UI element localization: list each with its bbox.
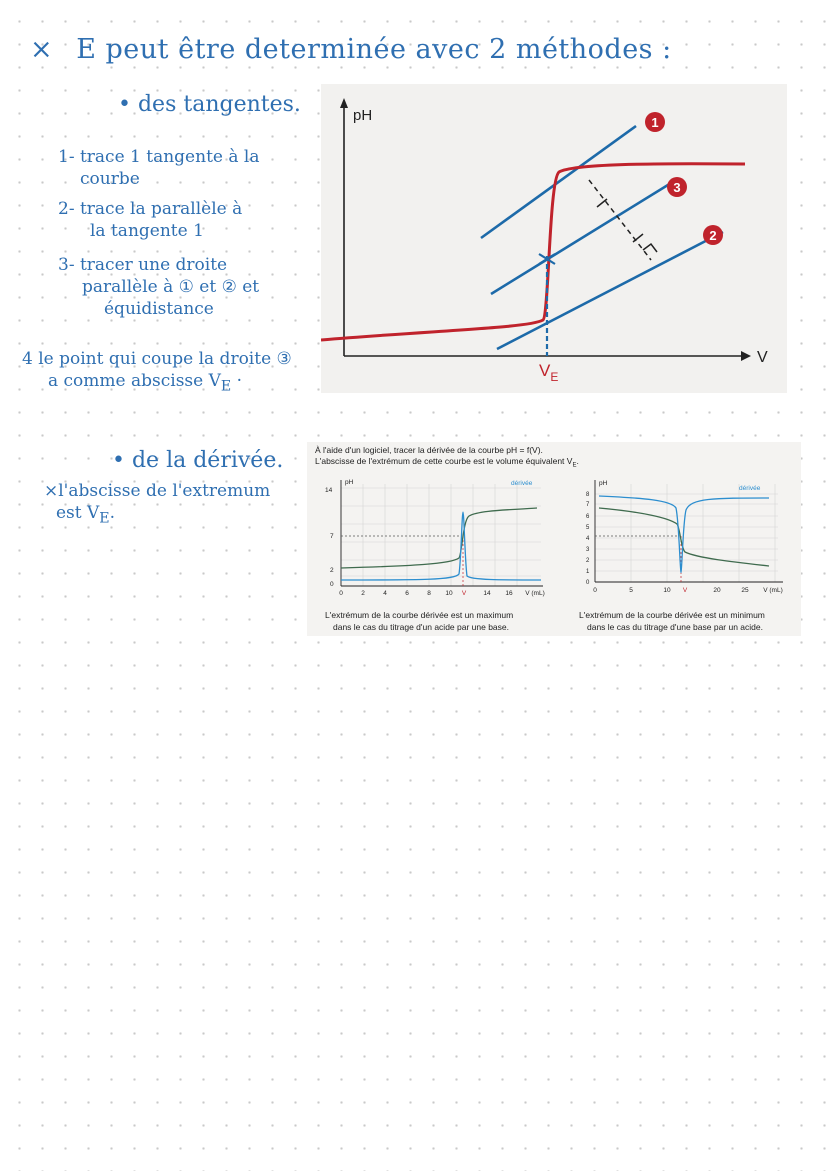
- derivee-note-line-2: [44, 502, 270, 529]
- tick-mark-1: [597, 199, 607, 207]
- left-x-tick-0: 0: [339, 590, 343, 597]
- derivee-note: [44, 480, 270, 529]
- right-x-tick-0: 0: [593, 587, 597, 594]
- derivative-graph-left: [321, 472, 556, 602]
- right-y-tick-4: 4: [586, 536, 590, 542]
- step-4-dot: ·: [231, 371, 243, 391]
- left-y-tick-2: 2: [330, 567, 334, 574]
- distance-dashes: [589, 180, 651, 260]
- right-x-tick-ve: V: [682, 587, 688, 594]
- left-x-axis-label: V (mL): [525, 590, 545, 597]
- step-4-line-2: [22, 370, 292, 397]
- left-x-tick-2: 2: [361, 590, 365, 597]
- step-4-line-1: 4 le point qui coupe la droite ③: [22, 349, 292, 369]
- left-x-tick-16: 16: [505, 590, 513, 597]
- right-x-tick-10: 10: [663, 587, 671, 594]
- tangent-method-figure: [321, 84, 787, 393]
- derivee-note-text: est V: [56, 503, 100, 523]
- line-marker-2-label: 2: [709, 228, 717, 243]
- derivative-graph-right: [573, 472, 798, 602]
- left-x-ticks: [339, 590, 545, 597]
- derivative-method-figure: [307, 442, 801, 636]
- left-caption-line-1: L'extrémum de la courbe dérivée est un maximum: [325, 610, 514, 620]
- step-1: [58, 146, 259, 190]
- left-derivative-curve: [341, 512, 541, 580]
- left-ph-curve: [341, 508, 537, 568]
- right-derivative-curve: [599, 496, 769, 572]
- page-heading: [30, 34, 672, 65]
- x-axis-label: V: [757, 349, 768, 366]
- tangent-method-diagram: [321, 84, 787, 393]
- step-2-line-2: la tangente 1: [90, 221, 204, 241]
- derivee-note-line-1: ×l'abscisse de l'extremum: [44, 481, 271, 501]
- right-x-tick-5: 5: [629, 587, 633, 594]
- left-y-tick-7: 7: [330, 533, 334, 540]
- derivee-note-subscript: E: [99, 510, 110, 527]
- left-x-tick-ve: V: [461, 590, 467, 597]
- left-grid: [341, 484, 541, 586]
- left-x-tick-14: 14: [483, 590, 491, 597]
- tangent-line-1: [481, 126, 636, 238]
- right-x-tick-20: 20: [713, 587, 721, 594]
- right-caption-line-2: dans le cas du titrage d'une base par un acide.: [587, 622, 763, 632]
- step-1-line-1: 1- trace 1 tangente à la: [58, 147, 260, 167]
- right-y-tick-3: 3: [586, 547, 590, 553]
- step-3-line-3: équidistance: [104, 299, 214, 319]
- right-y-tick-7: 7: [586, 502, 590, 508]
- step-4-subscript: E: [220, 378, 232, 395]
- left-caption-line-2: dans le cas du titrage d'un acide par une base.: [333, 622, 509, 632]
- section-derivee-title: • de la dérivée.: [112, 448, 284, 473]
- left-deriv-label: dérivée: [511, 480, 533, 487]
- right-x-axis-label: V (mL): [763, 587, 783, 594]
- tangent-line-2: [497, 232, 723, 349]
- right-y-tick-8: 8: [586, 492, 590, 498]
- tangent-line-3: [491, 180, 676, 294]
- figure2-caption-line-1: À l'aide d'un logiciel, tracer la dérivée de la courbe pH = f(V).: [315, 445, 543, 455]
- left-x-tick-8: 8: [427, 590, 431, 597]
- step-3-line-2: parallèle à ① et ② et: [82, 277, 260, 297]
- right-y-tick-5: 5: [586, 525, 590, 531]
- right-y-label: pH: [599, 480, 608, 487]
- right-deriv-label: dérivée: [739, 485, 761, 492]
- step-4: [22, 348, 292, 397]
- figure2-caption-text: L'abscisse de l'extrémum de cette courbe est le volume équivalent V: [315, 456, 573, 466]
- figure2-caption-line-2: L'abscisse de l'extrémum de cette courbe est le volume équivalent $V_E$.: [315, 456, 579, 469]
- heading-mark: ×: [30, 34, 54, 65]
- right-y-tick-1: 1: [586, 569, 590, 575]
- line-marker-3-label: 3: [673, 180, 681, 195]
- x-axis-arrow: [741, 351, 751, 361]
- left-x-tick-10: 10: [445, 590, 453, 597]
- heading-text: E peut être determinée avec 2 méthodes :: [76, 34, 672, 65]
- left-x-tick-4: 4: [383, 590, 387, 597]
- y-axis-arrow: [340, 98, 348, 108]
- right-y-tick-0: 0: [586, 580, 590, 586]
- ve-label: $V_E$: [539, 361, 559, 384]
- step-3: [58, 254, 259, 320]
- left-x-tick-6: 6: [405, 590, 409, 597]
- right-angle-mark: [643, 244, 657, 252]
- right-x-ticks: [593, 587, 783, 594]
- left-y-tick-0: 0: [330, 581, 334, 588]
- right-ph-curve: [599, 508, 769, 566]
- step-2: [58, 198, 242, 242]
- left-y-tick-14: 14: [325, 487, 333, 494]
- step-4-abscisse-text: a comme abscisse V: [48, 371, 221, 391]
- right-caption-line-1: L'extrémum de la courbe dérivée est un minimum: [579, 610, 765, 620]
- step-2-line-1: 2- trace la parallèle à: [58, 199, 243, 219]
- right-x-tick-25: 25: [741, 587, 749, 594]
- y-axis-label: pH: [353, 107, 373, 124]
- derivee-note-dot: .: [109, 503, 116, 523]
- intersection-cross: [539, 254, 555, 264]
- right-y-tick-6: 6: [586, 514, 590, 520]
- section-tangentes-title: • des tangentes.: [118, 92, 301, 117]
- line-marker-1-label: 1: [651, 115, 659, 130]
- figure2-caption-subscript: E: [572, 462, 577, 469]
- right-y-tick-2: 2: [586, 558, 590, 564]
- step-3-line-1: 3- tracer une droite: [58, 255, 228, 275]
- left-y-label: pH: [345, 479, 354, 486]
- step-1-line-2: courbe: [80, 169, 140, 189]
- right-y-ticks: [586, 492, 590, 586]
